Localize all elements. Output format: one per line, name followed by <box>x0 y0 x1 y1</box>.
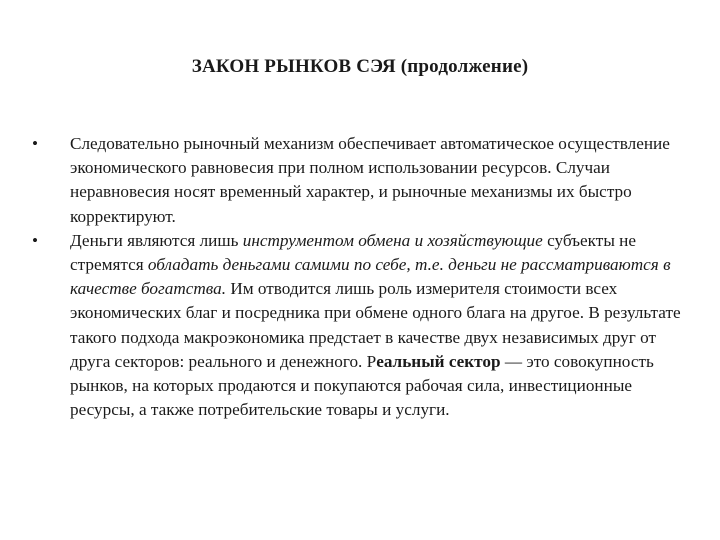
bullet-list <box>32 132 692 422</box>
bullet-item <box>32 229 692 423</box>
bullet-text-segment: — это совокупность рынков, на которых продаются и покупаются рабочая сила, инвестиционные ресурсы, а также потребительские товары и услуги. <box>70 351 654 420</box>
bullet-text-segment: Следовательно рыночный механизм обеспечивает автоматическое осуществление экономического равновесия при полном использовании ресурсов. Случаи неравновесия носят временный характер, и рыночные механизмы их быстро корректируют. <box>70 134 670 226</box>
bullet-text-italic: инструментом обмена и хозяйствующие <box>242 230 543 250</box>
bullet-marker: • <box>32 230 39 250</box>
bullet-text-bold: еальный сектор <box>376 351 501 371</box>
bullet-text-segment: субъекты не стремятся <box>70 230 636 275</box>
slide-title: ЗАКОН РЫНКОВ СЭЯ (продолжение) <box>191 56 529 77</box>
bullet-item <box>32 132 692 229</box>
bullet-text-segment: Им отводится лишь роль измерителя стоимости всех экономических благ и посредника при обмене одного блага на другое. В результате такого подхода макроэкономика предстает в качестве двух независимых друг от друга секторов: реального и денежного. Р <box>70 279 681 371</box>
bullet-marker: • <box>32 134 39 153</box>
bullet-text-segment: Деньги являются лишь <box>70 230 243 250</box>
bullet-text-italic: обладать деньгами самими по себе, т.е. деньги не рассматриваются в качестве богатства. <box>70 255 671 299</box>
